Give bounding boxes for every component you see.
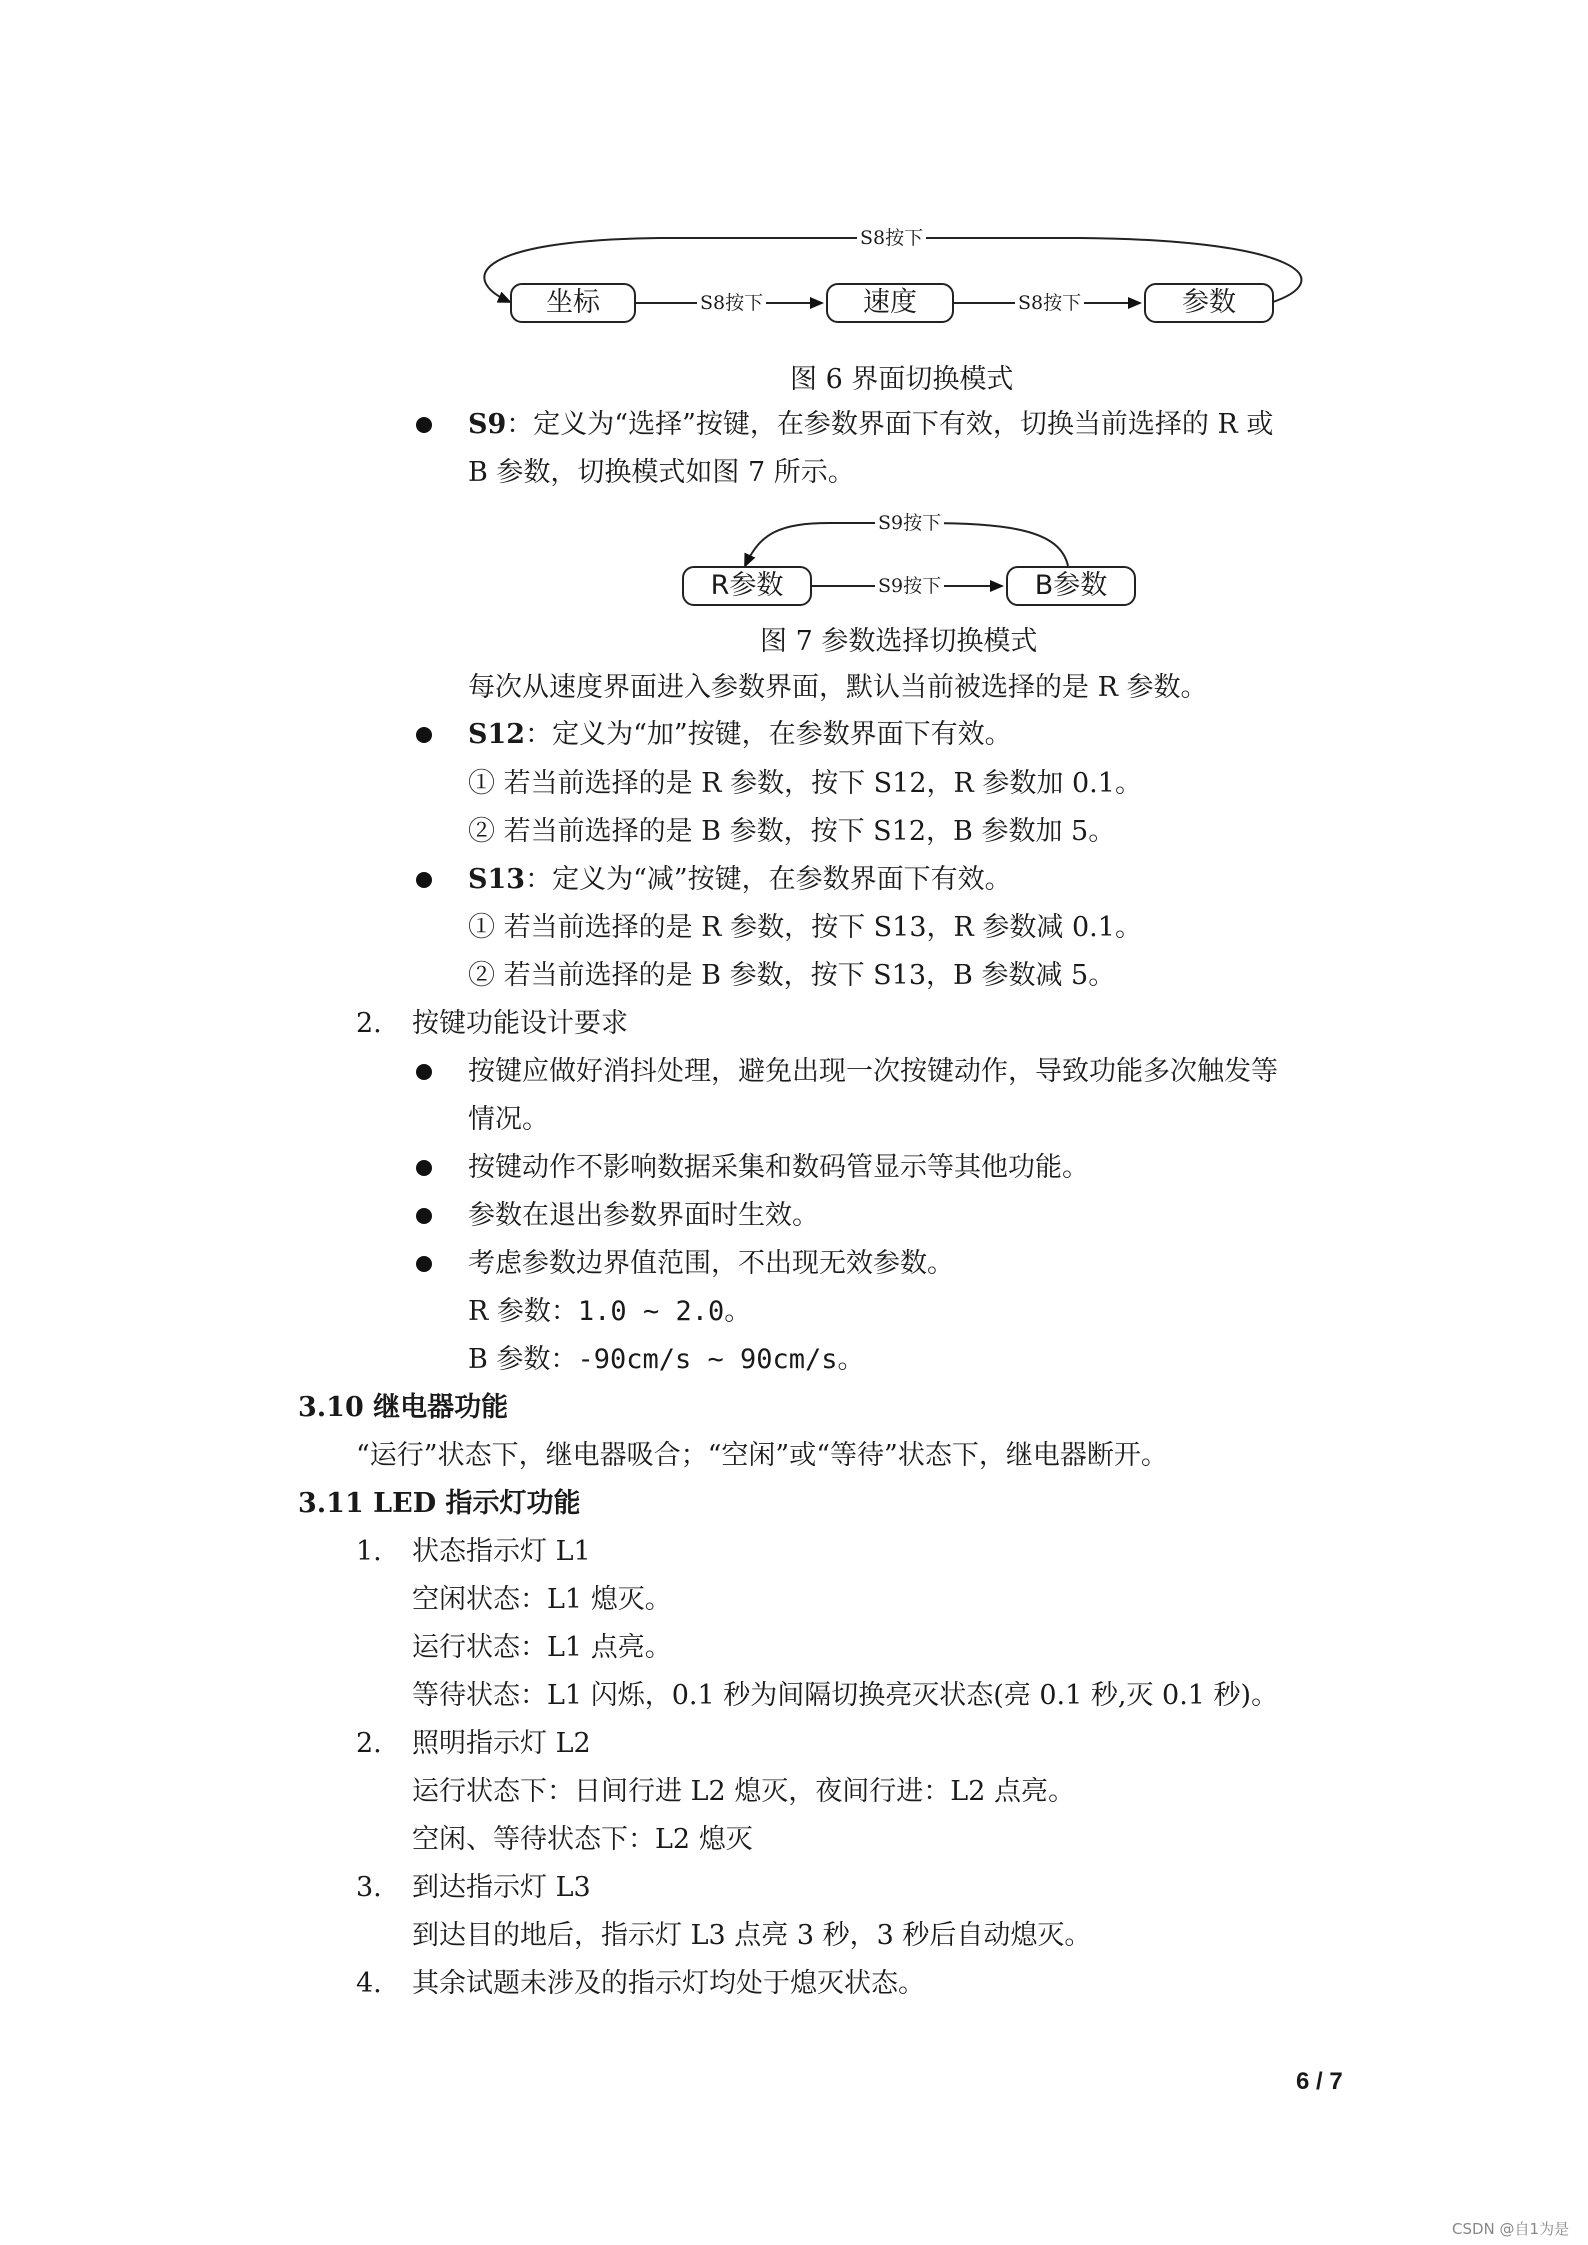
page-number: 6 / 7: [1296, 2068, 1343, 2095]
bullet: [416, 727, 432, 743]
led-item-1-idle: 空闲状态：L1 熄灭。: [412, 1584, 672, 1615]
s13-desc: ：定义为“减”按键，在参数界面下有效。: [525, 864, 1012, 895]
bullet: [416, 417, 432, 433]
s13-item-2: ② 若当前选择的是 B 参数，按下 S13，B 参数减 5。: [468, 960, 1116, 991]
r-param-range-line: [468, 1294, 751, 1330]
req-bullet-2: 按键动作不影响数据采集和数码管显示等其他功能。: [468, 1152, 1089, 1183]
watermark: CSDN @自1为是: [1452, 2220, 1570, 2238]
s9-key: S9: [468, 409, 507, 440]
req-title: 按键功能设计要求: [412, 1008, 628, 1039]
b-param-range: -90cm/s ~ 90cm/s: [577, 1344, 838, 1375]
req-bullet-1-line-1: 按键应做好消抖处理，避免出现一次按键动作，导致功能多次触发等: [468, 1056, 1278, 1087]
led-item-3-title: 到达指示灯 L3: [412, 1872, 591, 1903]
r-param-end: 。: [724, 1296, 752, 1327]
fig7-node-b: B参数: [1006, 566, 1136, 606]
s9-line-2: B 参数，切换模式如图 7 所示。: [468, 457, 855, 488]
bullet: [416, 1160, 432, 1176]
led-item-1-run: 运行状态：L1 点亮。: [412, 1632, 672, 1663]
s12-item-2: ② 若当前选择的是 B 参数，按下 S12，B 参数加 5。: [468, 816, 1116, 847]
s13-key: S13: [468, 864, 526, 895]
led-item-2-run: 运行状态下：日间行进 L2 熄灭，夜间行进：L2 点亮。: [412, 1776, 1075, 1807]
req-bullet-3: 参数在退出参数界面时生效。: [468, 1200, 819, 1231]
fig6-node-coordinates: 坐标: [510, 283, 636, 323]
bullet: [416, 872, 432, 888]
default-param-note: 每次从速度界面进入参数界面，默认当前被选择的是 R 参数。: [468, 672, 1208, 703]
led-item-1-number: 1.: [356, 1536, 382, 1567]
fig6-edge-label-1: S8按下: [697, 292, 766, 314]
fig6-edge-label-2: S8按下: [1015, 292, 1084, 314]
led-item-3-desc: 到达目的地后，指示灯 L3 点亮 3 秒，3 秒后自动熄灭。: [412, 1920, 1092, 1951]
s12-line: [468, 717, 1012, 753]
led-item-2-title: 照明指示灯 L2: [412, 1728, 591, 1759]
section-3-10-text: “运行”状态下，继电器吸合；“空闲”或“等待”状态下，继电器断开。: [356, 1440, 1168, 1471]
led-item-4-number: 4.: [356, 1968, 382, 1999]
req-number: 2.: [356, 1008, 382, 1039]
b-param-label: B 参数：: [468, 1344, 578, 1375]
fig7-loop-label: S9按下: [875, 512, 944, 534]
fig6-caption: 图 6 界面切换模式: [790, 364, 1014, 395]
r-param-range: 1.0 ~ 2.0: [577, 1296, 725, 1327]
s12-item-1: ① 若当前选择的是 R 参数，按下 S12，R 参数加 0.1。: [468, 768, 1142, 799]
led-item-2-number: 2.: [356, 1728, 382, 1759]
led-item-3-number: 3.: [356, 1872, 382, 1903]
s13-item-1: ① 若当前选择的是 R 参数，按下 S13，R 参数减 0.1。: [468, 912, 1142, 943]
s12-key: S12: [468, 719, 526, 750]
bullet: [416, 1208, 432, 1224]
s9-line-1: [468, 407, 1273, 443]
bullet: [416, 1064, 432, 1080]
b-param-range-line: [468, 1342, 865, 1378]
led-item-4-title: 其余试题未涉及的指示灯均处于熄灭状态。: [412, 1968, 925, 1999]
fig7-caption: 图 7 参数选择切换模式: [760, 626, 1038, 657]
b-param-end: 。: [837, 1344, 865, 1375]
led-item-2-idle-wait: 空闲、等待状态下：L2 熄灭: [412, 1824, 753, 1855]
section-3-10-heading: 3.10 继电器功能: [298, 1392, 509, 1423]
led-item-1-wait: 等待状态：L1 闪烁，0.1 秒为间隔切换亮灭状态(亮 0.1 秒,灭 0.1 秒)。: [412, 1680, 1279, 1711]
s12-desc: ：定义为“加”按键，在参数界面下有效。: [525, 719, 1012, 750]
s9-desc: ：定义为“选择”按键，在参数界面下有效，切换当前选择的 R 或: [506, 409, 1274, 440]
bullet: [416, 1256, 432, 1272]
s13-line: [468, 862, 1012, 898]
fig6-loop-label: S8按下: [857, 227, 926, 249]
fig7-node-r: R参数: [682, 566, 812, 606]
led-item-1-title: 状态指示灯 L1: [412, 1536, 591, 1567]
fig7-edge-label: S9按下: [875, 575, 944, 597]
req-bullet-1-line-2: 情况。: [468, 1104, 549, 1135]
section-3-11-heading: 3.11 LED 指示灯功能: [298, 1488, 581, 1519]
fig6-node-params: 参数: [1144, 283, 1274, 323]
fig6-node-speed: 速度: [826, 283, 954, 323]
r-param-label: R 参数：: [468, 1296, 578, 1327]
req-bullet-4: 考虑参数边界值范围，不出现无效参数。: [468, 1248, 954, 1279]
